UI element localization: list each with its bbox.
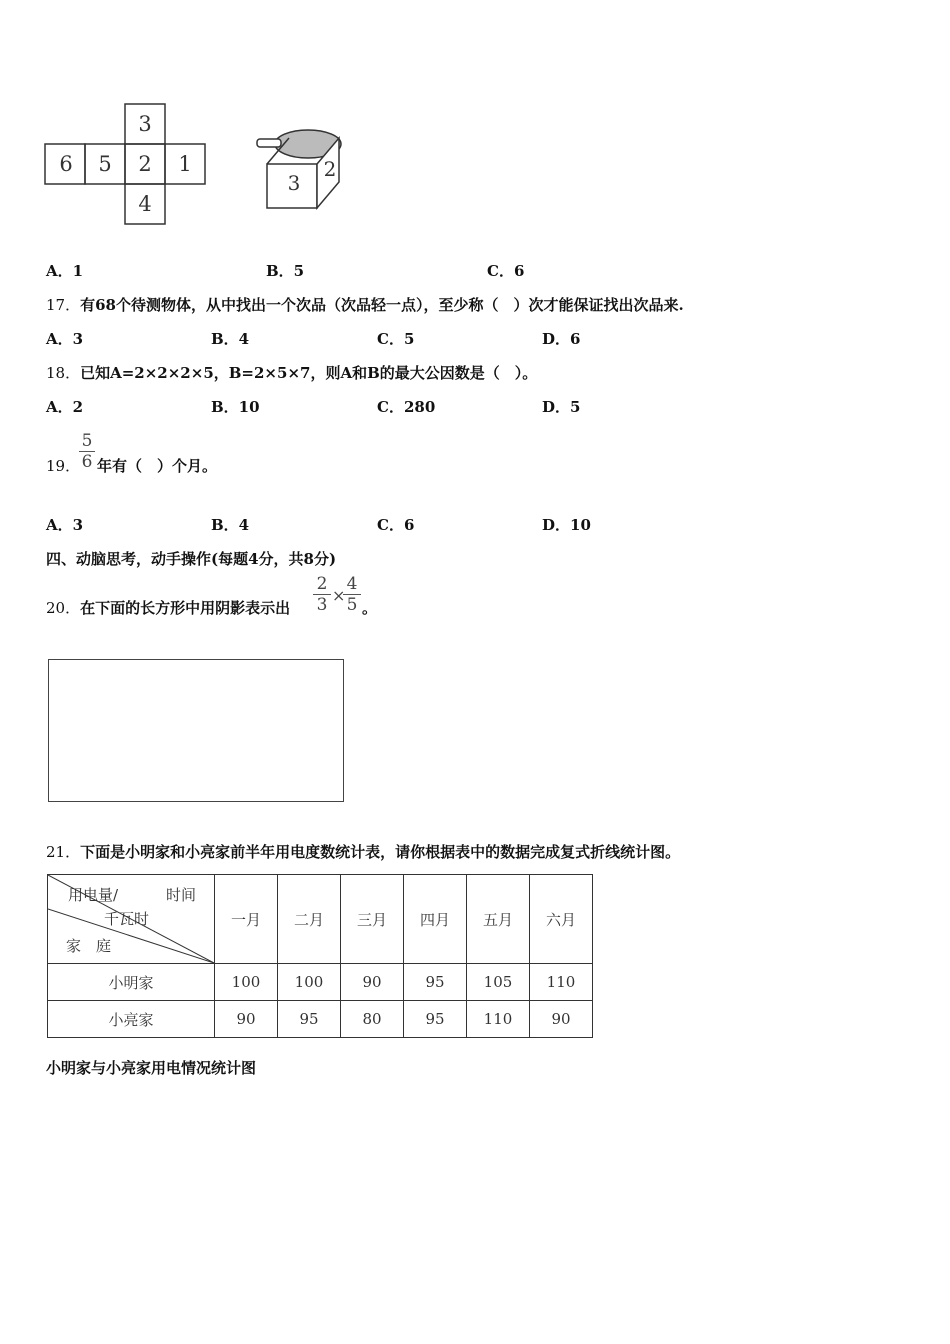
net-face-1: 1 xyxy=(178,152,192,176)
month-header: 四月 xyxy=(404,875,467,964)
q16-option-c[interactable]: C．6 xyxy=(487,262,525,280)
value-cell: 105 xyxy=(467,964,530,1001)
q20-fraction-1 xyxy=(313,574,331,615)
value-cell: 95 xyxy=(404,964,467,1001)
q20-fraction-2-denominator: 5 xyxy=(346,595,358,615)
chart-title: 小明家与小亮家用电情况统计图 xyxy=(46,1059,257,1077)
corner-label-time: 时间 xyxy=(166,886,197,904)
value-cell: 95 xyxy=(404,1001,467,1038)
q16-option-a[interactable]: A．1 xyxy=(46,262,84,280)
family-name-cell: 小明家 xyxy=(48,964,215,1001)
value-cell: 95 xyxy=(278,1001,341,1038)
q16-option-b[interactable]: B．5 xyxy=(266,262,305,280)
family-name-cell: 小亮家 xyxy=(48,1001,215,1038)
q17-option-b[interactable]: B．4 xyxy=(211,330,250,348)
q20-fraction-1-numerator: 2 xyxy=(316,574,328,594)
q19-fraction xyxy=(79,431,95,472)
question-17-text: 有68个待测物体，从中找出一个次品（次品轻一点），至少称（ ）次才能保证找出次品来. xyxy=(80,296,684,314)
month-header: 五月 xyxy=(467,875,530,964)
q19-fraction-numerator: 5 xyxy=(81,431,93,451)
net-face-4: 4 xyxy=(138,192,152,216)
net-face-top: 3 xyxy=(138,112,152,136)
cube-net-figure xyxy=(44,103,214,225)
question-18-number: 18． xyxy=(46,364,81,382)
month-header: 三月 xyxy=(341,875,404,964)
folded-box-figure xyxy=(254,124,354,210)
question-20-number: 20． xyxy=(46,599,81,617)
month-header: 一月 xyxy=(215,875,278,964)
table-corner-cell xyxy=(48,875,215,964)
value-cell: 90 xyxy=(341,964,404,1001)
value-cell: 100 xyxy=(278,964,341,1001)
value-cell: 90 xyxy=(215,1001,278,1038)
question-21-number: 21． xyxy=(46,843,81,861)
month-header: 二月 xyxy=(278,875,341,964)
q18-option-a[interactable]: A．2 xyxy=(46,398,84,416)
q17-option-d[interactable]: D．6 xyxy=(542,330,581,348)
net-face-5: 5 xyxy=(98,152,112,176)
net-face-6: 6 xyxy=(59,152,73,176)
q20-fraction-2 xyxy=(343,574,361,615)
table-row xyxy=(48,1001,593,1038)
table-row xyxy=(48,964,593,1001)
q20-fraction-2-numerator: 4 xyxy=(346,574,358,594)
q17-option-c[interactable]: C．5 xyxy=(377,330,415,348)
box-side-face: 2 xyxy=(323,157,337,181)
q19-option-d[interactable]: D．10 xyxy=(542,516,591,534)
shading-rectangle[interactable] xyxy=(48,659,344,802)
q19-option-c[interactable]: C．6 xyxy=(377,516,415,534)
question-21-text: 下面是小明家和小亮家前半年用电度数统计表，请你根据表中的数据完成复式折线统计图。 xyxy=(80,843,681,861)
q19-option-b[interactable]: B．4 xyxy=(211,516,250,534)
value-cell: 100 xyxy=(215,964,278,1001)
q18-option-d[interactable]: D．5 xyxy=(542,398,581,416)
question-17-number: 17． xyxy=(46,296,81,314)
corner-label-unit: 千瓦时 xyxy=(104,910,150,928)
question-20-text: 在下面的长方形中用阴影表示出 xyxy=(80,599,291,617)
multiply-sign: × xyxy=(332,586,346,605)
value-cell: 110 xyxy=(467,1001,530,1038)
question-20 xyxy=(46,598,290,618)
q19-fraction-denominator: 6 xyxy=(81,452,93,472)
question-18-text: 已知A=2×2×2×5，B=2×5×7，则A和B的最大公因数是（ ）。 xyxy=(80,364,538,382)
electricity-usage-table xyxy=(47,874,593,1038)
q18-option-b[interactable]: B．10 xyxy=(211,398,260,416)
q20-fraction-1-denominator: 3 xyxy=(316,595,328,615)
value-cell: 90 xyxy=(530,1001,593,1038)
box-front-face: 3 xyxy=(287,171,301,195)
net-face-2: 2 xyxy=(138,152,152,176)
value-cell: 80 xyxy=(341,1001,404,1038)
question-19-text: 年有（ ）个月。 xyxy=(97,457,218,475)
value-cell: 110 xyxy=(530,964,593,1001)
section-4-heading: 四、动脑思考，动手操作(每题4分，共8分) xyxy=(46,550,337,568)
question-17 xyxy=(46,295,684,315)
q17-option-a[interactable]: A．3 xyxy=(46,330,84,348)
table-header-row xyxy=(48,875,593,964)
question-19-number: 19． xyxy=(46,457,81,475)
q18-option-c[interactable]: C．280 xyxy=(377,398,436,416)
question-20-end: 。 xyxy=(362,599,378,617)
corner-label-usage: 用电量/ xyxy=(68,886,119,904)
question-18 xyxy=(46,363,537,383)
question-21 xyxy=(46,842,680,862)
q19-option-a[interactable]: A．3 xyxy=(46,516,84,534)
month-header: 六月 xyxy=(530,875,593,964)
corner-label-family: 家 庭 xyxy=(66,937,112,955)
